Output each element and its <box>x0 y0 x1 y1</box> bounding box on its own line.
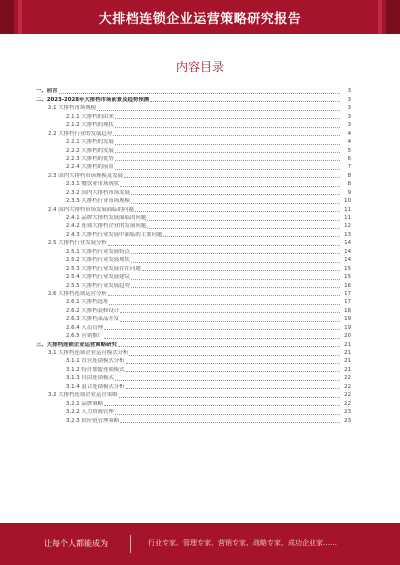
toc-leader-dots <box>147 228 340 229</box>
toc-entry[interactable] <box>36 281 351 289</box>
toc-entry-page: 21 <box>344 366 351 373</box>
toc-entry-title: 2.5 大排档行业发展分析 <box>48 240 107 247</box>
toc-entry-page: 8 <box>347 181 351 188</box>
toc-entry[interactable] <box>36 112 351 120</box>
toc-entry-page: 3 <box>347 113 351 120</box>
toc-entry-title: 2.5.4 大排档行业发展建议 <box>66 274 130 281</box>
toc-leader-dots <box>135 211 340 212</box>
toc-entry-page: 19 <box>344 324 351 331</box>
toc-entry-title: 2.3.2 国内大排档市场发展 <box>66 189 130 196</box>
toc-leader-dots <box>131 194 340 195</box>
toc-entry[interactable] <box>36 408 351 416</box>
toc-entry[interactable] <box>36 315 351 323</box>
toc-entry[interactable] <box>36 95 351 103</box>
toc-entry[interactable] <box>36 323 351 331</box>
toc-leader-dots <box>131 262 340 263</box>
toc-entry[interactable] <box>36 222 351 230</box>
toc-entry-page: 11 <box>344 215 351 221</box>
toc-leader-dots <box>115 414 340 415</box>
toc-entry-page: 6 <box>347 155 351 162</box>
toc-entry[interactable] <box>36 180 351 188</box>
report-title: 大排档连锁企业运营策略研究报告 <box>98 12 302 27</box>
toc-entry-title: 三、大排档连锁企业运营策略研究 <box>36 341 117 348</box>
toc-entry-page: 22 <box>344 392 351 399</box>
toc-entry-title: 2.1.2 大排档的现状 <box>66 122 114 129</box>
toc-leader-dots <box>120 422 340 423</box>
toc-leader-dots <box>131 253 340 254</box>
toc-entry-title: 2.5.3 大排档行业发展存在问题 <box>66 265 141 272</box>
toc-entry[interactable] <box>36 340 351 348</box>
toc-leader-dots <box>163 236 340 237</box>
toc-leader-dots <box>150 101 340 102</box>
toc-entry-title: 2.2.2 大排档的发展 <box>66 147 114 154</box>
toc-entry-page: 4 <box>347 139 351 146</box>
toc-entry[interactable] <box>36 205 351 213</box>
toc-leader-dots <box>131 287 340 288</box>
toc-entry[interactable] <box>36 416 351 424</box>
toc-leader-dots <box>115 169 340 170</box>
toc-entry[interactable] <box>36 163 351 171</box>
toc-entry-page: 12 <box>344 223 351 230</box>
toc-entry[interactable] <box>36 247 351 255</box>
toc-entry-page: 15 <box>344 274 351 281</box>
toc-entry-page: 16 <box>344 282 351 289</box>
toc-entry-page: 7 <box>347 164 351 171</box>
toc-entry-page: 22 <box>344 383 351 390</box>
toc-entry-title: 2.4.2 连锁大排档企业的发展问题 <box>66 223 147 230</box>
toc-leader-dots <box>59 93 340 94</box>
toc-entry-page: 22 <box>344 375 351 382</box>
toc-entry-page: 3 <box>347 122 351 129</box>
toc-entry-title: 2.2.4 大排档的前景 <box>66 164 114 171</box>
toc-entry[interactable] <box>36 391 351 399</box>
toc-entry-title: 2.4 国内大排档市场发展面临的问题 <box>48 206 134 213</box>
toc-entry-page: 9 <box>347 189 351 196</box>
toc-heading: 内容目录 <box>175 60 224 74</box>
toc-entry-title: 3.2.3 供应链管理策略 <box>66 417 120 424</box>
toc-entry[interactable] <box>36 230 351 238</box>
toc-entry-page: 14 <box>344 257 351 264</box>
toc-entry[interactable] <box>36 146 351 154</box>
toc-entry-title: 2.1.1 大排档的由来 <box>66 113 114 120</box>
toc-leader-dots <box>115 380 340 381</box>
toc-entry[interactable] <box>36 365 351 373</box>
toc-entry-title: 2.1 大排档市场规模 <box>48 105 97 112</box>
footer-slogan: 让每个人都能成为 <box>44 539 108 548</box>
toc-entry-title: 2.5.5 大排档行业发展趋势 <box>66 282 130 289</box>
toc-entry-page: 22 <box>344 400 351 407</box>
toc-entry[interactable] <box>36 306 351 314</box>
toc-leader-dots <box>126 363 340 364</box>
toc-leader-dots <box>113 135 340 136</box>
toc-entry-page: 23 <box>344 417 351 424</box>
toc-entry-page: 3 <box>347 105 351 112</box>
toc-leader-dots <box>131 203 340 204</box>
toc-entry-page: 21 <box>344 358 351 365</box>
toc-leader-dots <box>118 346 340 347</box>
toc-leader-dots <box>147 220 340 221</box>
toc-entry-title: 2.2.1 大排档的发展 <box>66 139 114 146</box>
toc-leader-dots <box>104 329 340 330</box>
toc-entry-page: 4 <box>347 130 351 137</box>
toc-entry-page: 10 <box>344 198 351 205</box>
toc-entry[interactable] <box>36 382 351 390</box>
toc-entry[interactable] <box>36 332 351 340</box>
toc-entry[interactable] <box>36 298 351 306</box>
toc-leader-dots <box>131 279 340 280</box>
toc-entry-page: 21 <box>344 350 351 356</box>
toc-entry[interactable] <box>36 399 351 407</box>
toc-entry-title: 2.5.1 大排档行业发展特点 <box>66 248 130 255</box>
toc-entry-page: 21 <box>344 341 351 348</box>
toc-entry-title: 2.3.1 餐饮业市场现状 <box>66 181 120 188</box>
toc-entry-page: 11 <box>344 206 351 213</box>
toc-entry-page: 14 <box>344 248 351 255</box>
toc-entry-title: 3.2 大排档连锁企业运营策略 <box>48 392 118 399</box>
toc-leader-dots <box>120 186 340 187</box>
toc-leader-dots <box>115 118 340 119</box>
toc-entry-title: 3.1.2 特许加盟连锁模式 <box>66 366 125 373</box>
toc-entry-title: 2.5.2 大排档行业发展现状 <box>66 257 130 264</box>
toc-leader-dots <box>109 304 340 305</box>
toc-entry-title: 2.3 国内大排档市场规模及发展 <box>48 172 123 179</box>
toc-entry[interactable] <box>36 374 351 382</box>
toc-entry[interactable] <box>36 129 351 137</box>
toc-entry-page: 23 <box>344 409 351 416</box>
toc-leader-dots <box>108 245 340 246</box>
toc-entry-title: 2.6 大排档连锁运营分析 <box>48 290 107 297</box>
toc-entry[interactable] <box>36 290 351 298</box>
toc-entry[interactable] <box>36 256 351 264</box>
toc-entry-title: 2.6.2 大排档装修设计 <box>66 307 120 314</box>
toc-entry[interactable] <box>36 104 351 112</box>
toc-entry[interactable] <box>36 197 351 205</box>
toc-leader-dots <box>108 295 340 296</box>
toc-entry-title: 2.2 大排档行业的发展趋势 <box>48 130 113 137</box>
toc-entry[interactable] <box>36 214 351 222</box>
toc-entry-title: 3.2.1 品牌策略 <box>66 400 103 407</box>
toc-entry-title: 3.1 大排档连锁企业运营模式分析 <box>48 350 129 356</box>
toc-entry-title: 2.4.3 大排档行业发展中面临的主要问题 <box>66 231 163 238</box>
toc-entry-title: 二、2023-2028年大排档市场前景及趋势预测 <box>36 96 150 103</box>
toc-entry-page: 17 <box>344 299 351 306</box>
toc-entry-page: 14 <box>344 240 351 247</box>
toc-entry[interactable] <box>36 239 351 247</box>
toc-entry-title: 2.3.3 大排档行业市场规模 <box>66 198 130 205</box>
toc-entry-page: 15 <box>344 265 351 272</box>
header-banner <box>0 0 400 34</box>
toc-entry-title: 2.6.4 人员管理 <box>66 324 103 331</box>
toc-entry-title: 3.1.1 直营连锁模式分析 <box>66 358 125 365</box>
toc-entry-page: 5 <box>347 147 351 154</box>
toc-leader-dots <box>129 355 340 356</box>
toc-entry[interactable] <box>36 188 351 196</box>
toc-entry[interactable] <box>36 349 351 357</box>
toc-entry-title: 2.4.1 品牌大排档发展面临的问题 <box>66 215 147 221</box>
toc-entry-page: 3 <box>347 88 351 95</box>
toc-entry[interactable] <box>36 87 351 95</box>
footer-banner <box>0 523 400 565</box>
toc-leader-dots <box>120 312 340 313</box>
toc-entry-page: 3 <box>347 96 351 103</box>
toc-leader-dots <box>142 270 340 271</box>
toc-leader-dots <box>124 177 340 178</box>
footer-tagline: 行业专家、管理专家、营销专家、战略专家、成功企业家…… <box>148 539 337 547</box>
toc-leader-dots <box>115 152 340 153</box>
toc-leader-dots <box>104 338 340 339</box>
toc-entry[interactable] <box>36 171 351 179</box>
toc-entry-page: 19 <box>344 316 351 323</box>
toc-leader-dots <box>115 127 340 128</box>
toc-entry-title: 3.1.4 混合连锁模式分析 <box>66 383 125 390</box>
toc-entry[interactable] <box>36 138 351 146</box>
toc-entry-title: 2.2.3 大排档的优势 <box>66 155 114 162</box>
footer-divider <box>130 535 131 553</box>
toc-leader-dots <box>97 110 340 111</box>
toc-entry-title: 3.1.3 自由连锁模式 <box>66 375 114 382</box>
toc-entry[interactable] <box>36 273 351 281</box>
toc-leader-dots <box>120 321 340 322</box>
toc-entry-page: 18 <box>344 307 351 314</box>
toc-leader-dots <box>115 144 340 145</box>
toc-entry-title: 2.6.5 营销推广 <box>66 333 103 340</box>
toc-entry[interactable] <box>36 155 351 163</box>
toc-entry[interactable] <box>36 264 351 272</box>
toc-entry-page: 13 <box>344 231 351 238</box>
toc-leader-dots <box>104 405 340 406</box>
toc-leader-dots <box>126 388 340 389</box>
toc-entry-title: 3.2.2 人力资源管理 <box>66 409 114 416</box>
toc-entry[interactable] <box>36 121 351 129</box>
toc-entry-page: 17 <box>344 290 351 297</box>
toc-entry-page: 8 <box>347 172 351 179</box>
toc-leader-dots <box>115 160 340 161</box>
toc-entry-title: 2.6.3 大排档菜品开发 <box>66 316 120 323</box>
toc-entry[interactable] <box>36 357 351 365</box>
toc-leader-dots <box>126 371 340 372</box>
toc-leader-dots <box>119 397 340 398</box>
toc-entry-title: 2.6.1 大排档选址 <box>66 299 109 306</box>
toc-entry-title: 一、前言 <box>36 88 58 95</box>
table-of-contents <box>36 87 351 425</box>
toc-entry-page: 20 <box>344 333 351 340</box>
